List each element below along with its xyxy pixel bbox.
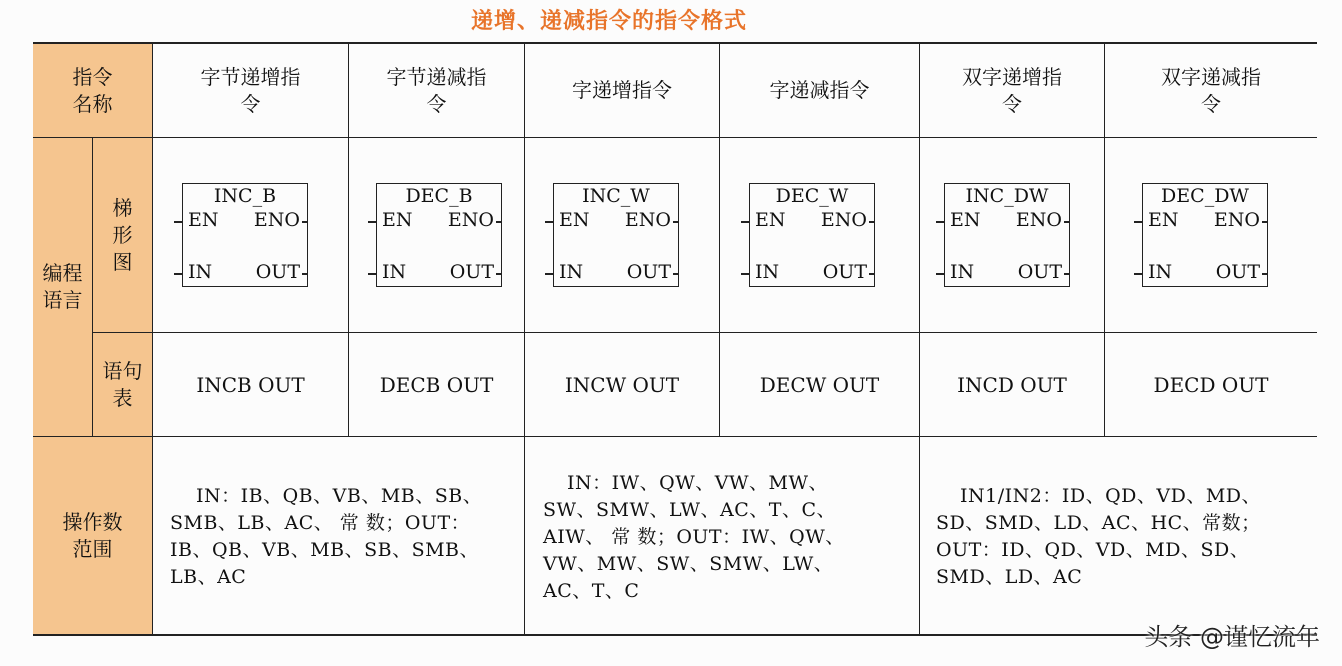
pin-out: OUT (1017, 261, 1062, 283)
pin-in: IN (559, 261, 584, 283)
ladder-block-inc-dw (936, 183, 1076, 287)
operand-line: AC、T、C (543, 580, 640, 602)
pin-stub (302, 221, 308, 223)
statement-cell: INCW OUT (564, 372, 680, 397)
row-header-ladder: 梯形图 (112, 195, 133, 274)
pin-out: OUT (255, 261, 300, 283)
pin-out: OUT (449, 261, 494, 283)
ladder-title: INC_DW (965, 185, 1049, 207)
pin-en: EN (188, 209, 219, 231)
pin-en: EN (559, 209, 590, 231)
pin-out: OUT (626, 261, 671, 283)
pin-stub (1262, 221, 1268, 223)
statement-cell: DECW OUT (759, 372, 880, 397)
statement-cell: INCB OUT (196, 372, 305, 397)
operand-line: AIW、 常 数；OUT：IW、QW、 (543, 526, 845, 548)
ladder-title: DEC_DW (1161, 185, 1249, 207)
ladder-title: DEC_W (775, 185, 849, 207)
pin-stub (869, 221, 875, 223)
operand-line: OUT：ID、QD、VD、MD、SD、 (936, 539, 1250, 561)
statement-cell: DECB OUT (379, 372, 494, 397)
pin-eno: ENO (1213, 209, 1260, 231)
operand-line: IN：IW、QW、VW、MW、 (567, 472, 829, 494)
statement-cell: DECD OUT (1153, 372, 1269, 397)
bottom-rule (33, 634, 1317, 636)
pin-stub (545, 273, 553, 275)
instruction-name: 字递减指令 (769, 78, 870, 102)
pin-stub (1064, 273, 1070, 275)
operand-line: SW、SMW、LW、AC、T、C、 (543, 499, 837, 521)
pin-in: IN (382, 261, 407, 283)
operand-range-byte (170, 483, 520, 591)
pin-eno: ENO (820, 209, 867, 231)
pin-en: EN (382, 209, 413, 231)
instruction-name: 字节递增指令 (200, 64, 301, 116)
operand-line: IB、QB、VB、MB、SB、SMB、 (170, 539, 480, 561)
ladder-title: DEC_B (405, 185, 473, 207)
pin-stub (368, 273, 376, 275)
instruction-format-table (33, 42, 1317, 636)
ladder-title: INC_W (582, 185, 650, 207)
pin-stub (1134, 273, 1142, 275)
operand-line: SD、SMD、LD、AC、HC、常数； (936, 512, 1261, 534)
pin-stub (869, 273, 875, 275)
instruction-name: 双字递减指令 (1161, 64, 1261, 116)
operand-line: LB、AC (170, 566, 247, 588)
pin-en: EN (755, 209, 786, 231)
pin-stub (741, 273, 749, 275)
operand-line: SMD、LD、AC (936, 566, 1083, 588)
operand-line: IN：IB、QB、VB、MB、SB、 (196, 485, 483, 507)
pin-stub (496, 273, 502, 275)
instruction-name: 字节递减指令 (386, 64, 487, 116)
pin-eno: ENO (447, 209, 494, 231)
pin-stub (302, 273, 308, 275)
ladder-title: INC_B (213, 185, 277, 207)
pin-stub (673, 273, 679, 275)
operand-range-word (543, 470, 913, 605)
pin-stub (936, 221, 944, 223)
pin-in: IN (755, 261, 780, 283)
row-divider (33, 436, 1317, 437)
pin-stub (1134, 221, 1142, 223)
operand-range-dword (936, 483, 1314, 591)
row-header-statement: 语句表 (102, 358, 143, 410)
pin-stub (368, 221, 376, 223)
pin-stub (496, 221, 502, 223)
pin-stub (1064, 221, 1070, 223)
pin-stub (936, 273, 944, 275)
pin-out: OUT (822, 261, 867, 283)
pin-stub (1262, 273, 1268, 275)
ladder-block-dec-dw (1134, 183, 1274, 287)
row-divider (33, 137, 1317, 138)
row-header-name: 指令名称 (72, 64, 113, 116)
pin-stub (174, 273, 182, 275)
ladder-block-dec-w (741, 183, 881, 287)
ladder-block-dec-b (368, 183, 508, 287)
instruction-name: 双字递增指令 (962, 64, 1062, 116)
ladder-block-inc-b (174, 183, 314, 287)
pin-out: OUT (1215, 261, 1260, 283)
ladder-block-inc-w (545, 183, 685, 287)
pin-en: EN (1148, 209, 1179, 231)
pin-in: IN (950, 261, 975, 283)
pin-in: IN (1148, 261, 1173, 283)
operand-line: SMB、LB、AC、 常 数；OUT： (170, 512, 471, 534)
page-title: 递增、递减指令的指令格式 (470, 9, 747, 34)
watermark: 头条 @谨忆流年 (1144, 623, 1320, 651)
pin-eno: ENO (253, 209, 300, 231)
pin-stub (174, 221, 182, 223)
statement-cell: INCD OUT (957, 372, 1067, 397)
operand-line: VW、MW、SW、SMW、LW、 (543, 553, 834, 575)
pin-eno: ENO (1015, 209, 1062, 231)
pin-en: EN (950, 209, 981, 231)
pin-in: IN (188, 261, 213, 283)
row-header-operands: 操作数范围 (62, 509, 123, 561)
pin-stub (741, 221, 749, 223)
pin-stub (545, 221, 553, 223)
row-header-language: 编程语言 (42, 261, 83, 312)
pin-eno: ENO (624, 209, 671, 231)
instruction-name: 字递增指令 (572, 78, 672, 102)
operand-line: IN1/IN2：ID、QD、VD、MD、 (960, 485, 1262, 507)
pin-stub (673, 221, 679, 223)
